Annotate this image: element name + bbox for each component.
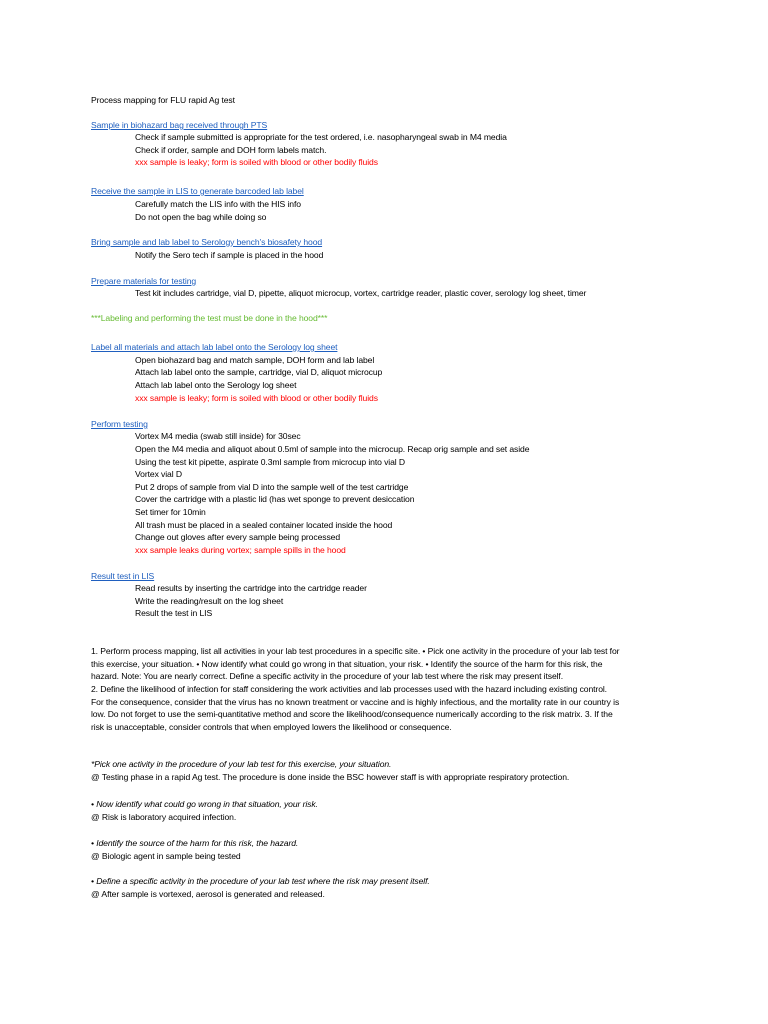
answer-activity: @ After sample is vortexed, aerosol is generated and released. (91, 889, 325, 899)
step-item: Using the test kit pipette, aspirate 0.3ml sample from microcup into vial D (135, 457, 406, 467)
question-risk: • Now identify what could go wrong in that situation, your risk. (91, 799, 318, 809)
step-item: Put 2 drops of sample from vial D into the sample well of the test cartridge (135, 482, 409, 492)
question-activity: • Define a specific activity in the procedure of your lab test where the risk may present itself. (91, 876, 430, 886)
instructions-line: hazard. Note: You are nearly correct. Define a specific activity in the procedure of your lab test where the risk may present itself. (91, 671, 564, 681)
question-situation: *Pick one activity in the procedure of your lab test for this exercise, your situation. (91, 759, 392, 769)
instructions-line: For the consequence, consider that the virus has no known treatment or vaccine and is highly infectious, and the mortality rate in our country is (91, 697, 620, 707)
section-heading-label-materials: Label all materials and attach lab label onto the Serology log sheet (91, 342, 338, 352)
step-item: Set timer for 10min (135, 507, 206, 517)
step-item: Open the M4 media and aliquot about 0.5ml of sample into the microcup. Recap orig sample and set aside (135, 444, 530, 454)
step-item: Write the reading/result on the log sheet (135, 596, 284, 606)
section-heading-perform-testing: Perform testing (91, 419, 148, 429)
step-item: Do not open the bag while doing so (135, 212, 267, 222)
step-item: Vortex vial D (135, 469, 182, 479)
step-item: Open biohazard bag and match sample, DOH form and lab label (135, 355, 375, 365)
step-item: Check if order, sample and DOH form labels match. (135, 145, 327, 155)
question-hazard: • Identify the source of the harm for this risk, the hazard. (91, 838, 299, 848)
risk-item: xxx sample is leaky; form is soiled with blood or other bodily fluids (135, 393, 378, 403)
instructions-line: low. Do not forget to use the semi-quantitative method and score the likelihood/consequence numerically according to the risk matrix. 3. If the (91, 709, 613, 719)
step-item: Vortex M4 media (swab still inside) for 30sec (135, 431, 301, 441)
section-heading-lis-label: Receive the sample in LIS to generate barcoded lab label (91, 186, 304, 196)
step-item: Change out gloves after every sample being processed (135, 532, 340, 542)
document-title: Process mapping for FLU rapid Ag test (91, 95, 235, 105)
instructions-line: 2. Define the likelihood of infection for staff considering the work activities and lab processes used with the hazard including existing control. (91, 684, 607, 694)
step-item: Result the test in LIS (135, 608, 213, 618)
answer-risk: @ Risk is laboratory acquired infection. (91, 812, 237, 822)
instructions-line: this exercise, your situation. • Now identify what could go wrong in that situation, your risk. • Identify the source of the harm for this risk, the (91, 659, 603, 669)
section-heading-prepare-materials: Prepare materials for testing (91, 276, 197, 286)
section-heading-receive-bag: Sample in biohazard bag received through PTS (91, 120, 268, 130)
step-item: Test kit includes cartridge, vial D, pipette, aliquot microcup, vortex, cartridge reader, plastic cover, serology log sheet, timer (135, 288, 587, 298)
answer-hazard: @ Biologic agent in sample being tested (91, 851, 241, 861)
step-item: Attach lab label onto the Serology log sheet (135, 380, 297, 390)
step-item: Attach lab label onto the sample, cartridge, vial D, aliquot microcup (135, 367, 383, 377)
step-item: Notify the Sero tech if sample is placed in the hood (135, 250, 324, 260)
instructions-line: risk is unacceptable, consider controls that when employed lowers the likelihood or consequence. (91, 722, 452, 732)
step-item: Read results by inserting the cartridge into the cartridge reader (135, 583, 367, 593)
step-item: All trash must be placed in a sealed container located inside the hood (135, 520, 393, 530)
step-item: Check if sample submitted is appropriate for the test ordered, i.e. nasopharyngeal swab in M4 media (135, 132, 507, 142)
step-item: Cover the cartridge with a plastic lid (has wet sponge to prevent desiccation (135, 494, 415, 504)
section-heading-result-test: Result test in LIS (91, 571, 155, 581)
answer-situation: @ Testing phase in a rapid Ag test. The procedure is done inside the BSC however staff is with appropriate respiratory protection. (91, 772, 570, 782)
section-heading-bring-to-hood: Bring sample and lab label to Serology bench's biosafety hood (91, 237, 323, 247)
risk-item: xxx sample is leaky; form is soiled with blood or other bodily fluids (135, 157, 378, 167)
step-item: Carefully match the LIS info with the HIS info (135, 199, 301, 209)
instructions-line: 1. Perform process mapping, list all activities in your lab test procedures in a specific site. • Pick one activity in the procedure of your lab test for (91, 646, 620, 656)
risk-item: xxx sample leaks during vortex; sample spills in the hood (135, 545, 346, 555)
hood-note: ***Labeling and performing the test must be done in the hood*** (91, 313, 328, 323)
